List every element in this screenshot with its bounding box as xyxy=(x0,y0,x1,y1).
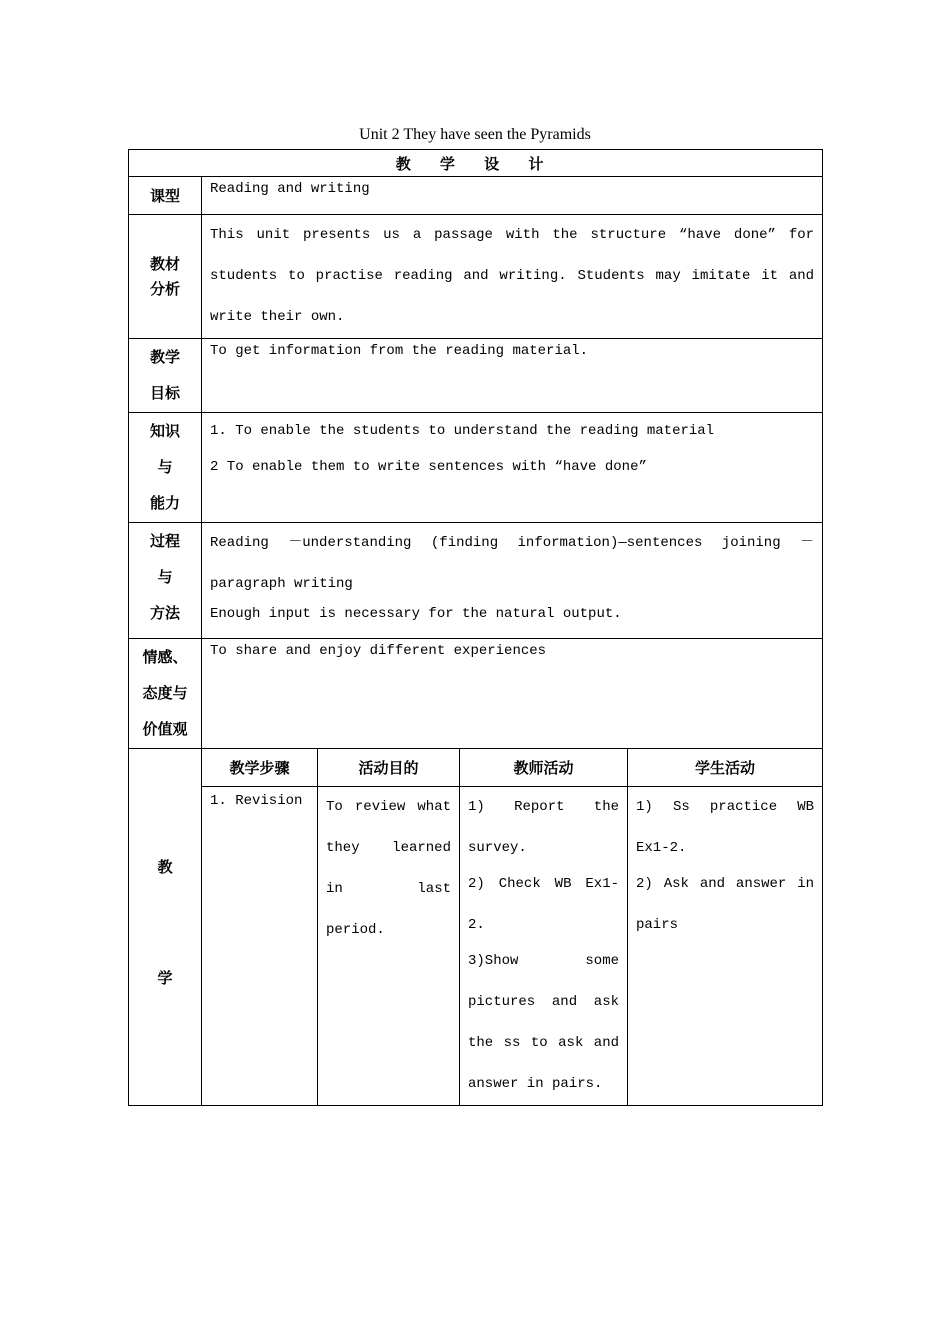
row-process xyxy=(129,523,823,639)
row-knowledge xyxy=(129,413,823,523)
table-header-row xyxy=(129,150,823,177)
student-activity-item: 1) Ss practice WB Ex1-2. xyxy=(636,799,815,856)
label-line: 目标 xyxy=(149,384,180,402)
label-teaching-top: 教 xyxy=(157,858,173,876)
label-line: 知识 xyxy=(149,422,180,440)
column-header-steps: 教学步骤 xyxy=(202,749,318,787)
label-line: 教学 xyxy=(149,348,180,366)
emotion-content: To share and enjoy different experiences xyxy=(202,639,823,749)
row-teaching-content xyxy=(129,787,823,1106)
table-header: 教 学 设 计 xyxy=(129,150,823,177)
row-teaching-header xyxy=(129,749,823,787)
step-cell: 1. Revision xyxy=(202,787,318,1106)
label-line: 方法 xyxy=(149,604,180,622)
objectives-content: To get information from the reading material. xyxy=(202,339,823,413)
label-line: 教材 xyxy=(149,254,180,273)
material-analysis-content: This unit presents us a passage with the structure “have done” for students to practise reading and writing. Students may imitate it and write their own. xyxy=(202,215,823,339)
label-knowledge xyxy=(129,413,202,523)
label-material-analysis xyxy=(129,215,202,339)
column-header-teacher: 教师活动 xyxy=(460,749,628,787)
label-emotion xyxy=(129,639,202,749)
student-activity-cell xyxy=(628,787,823,1106)
column-header-purpose: 活动目的 xyxy=(318,749,460,787)
knowledge-content xyxy=(202,413,823,523)
label-lesson-type: 课型 xyxy=(129,177,202,215)
label-line: 态度与 xyxy=(142,684,188,702)
label-teaching xyxy=(129,749,202,1106)
knowledge-line: 1. To enable the students to understand the reading material xyxy=(210,423,715,439)
label-line: 价值观 xyxy=(142,720,188,738)
label-line: 过程 xyxy=(149,532,180,550)
knowledge-line: 2 To enable them to write sentences with “have done” xyxy=(210,459,647,475)
label-objectives xyxy=(129,339,202,413)
teacher-activity-item: 3)Show some pictures and ask the ss to ask and answer in pairs. xyxy=(468,953,619,1092)
process-paragraph: Enough input is necessary for the natural output. xyxy=(210,606,622,622)
label-line: 分析 xyxy=(149,279,180,298)
label-line: 能力 xyxy=(149,494,180,512)
process-content xyxy=(202,523,823,639)
lesson-plan-table xyxy=(128,149,823,1106)
row-material-analysis xyxy=(129,215,823,339)
row-lesson-type xyxy=(129,177,823,215)
lesson-type-content: Reading and writing xyxy=(202,177,823,215)
row-objectives xyxy=(129,339,823,413)
label-teaching-bottom: 学 xyxy=(157,969,173,987)
page-title: Unit 2 They have seen the Pyramids xyxy=(359,126,591,143)
process-paragraph: Reading －understanding (finding information)—sentences joining －paragraph writing xyxy=(210,535,815,592)
label-line: 与 xyxy=(157,458,173,476)
purpose-cell: To review what they learned in last period. xyxy=(318,787,460,1106)
label-process xyxy=(129,523,202,639)
teacher-activity-cell xyxy=(460,787,628,1106)
teacher-activity-item: 2) Check WB Ex1-2. xyxy=(468,876,619,933)
column-header-students: 学生活动 xyxy=(628,749,823,787)
label-line: 情感、 xyxy=(142,648,188,666)
student-activity-item: 2) Ask and answer in pairs xyxy=(636,876,815,933)
row-emotion xyxy=(129,639,823,749)
teacher-activity-item: 1) Report the survey. xyxy=(468,799,619,856)
label-line: 与 xyxy=(157,568,173,586)
